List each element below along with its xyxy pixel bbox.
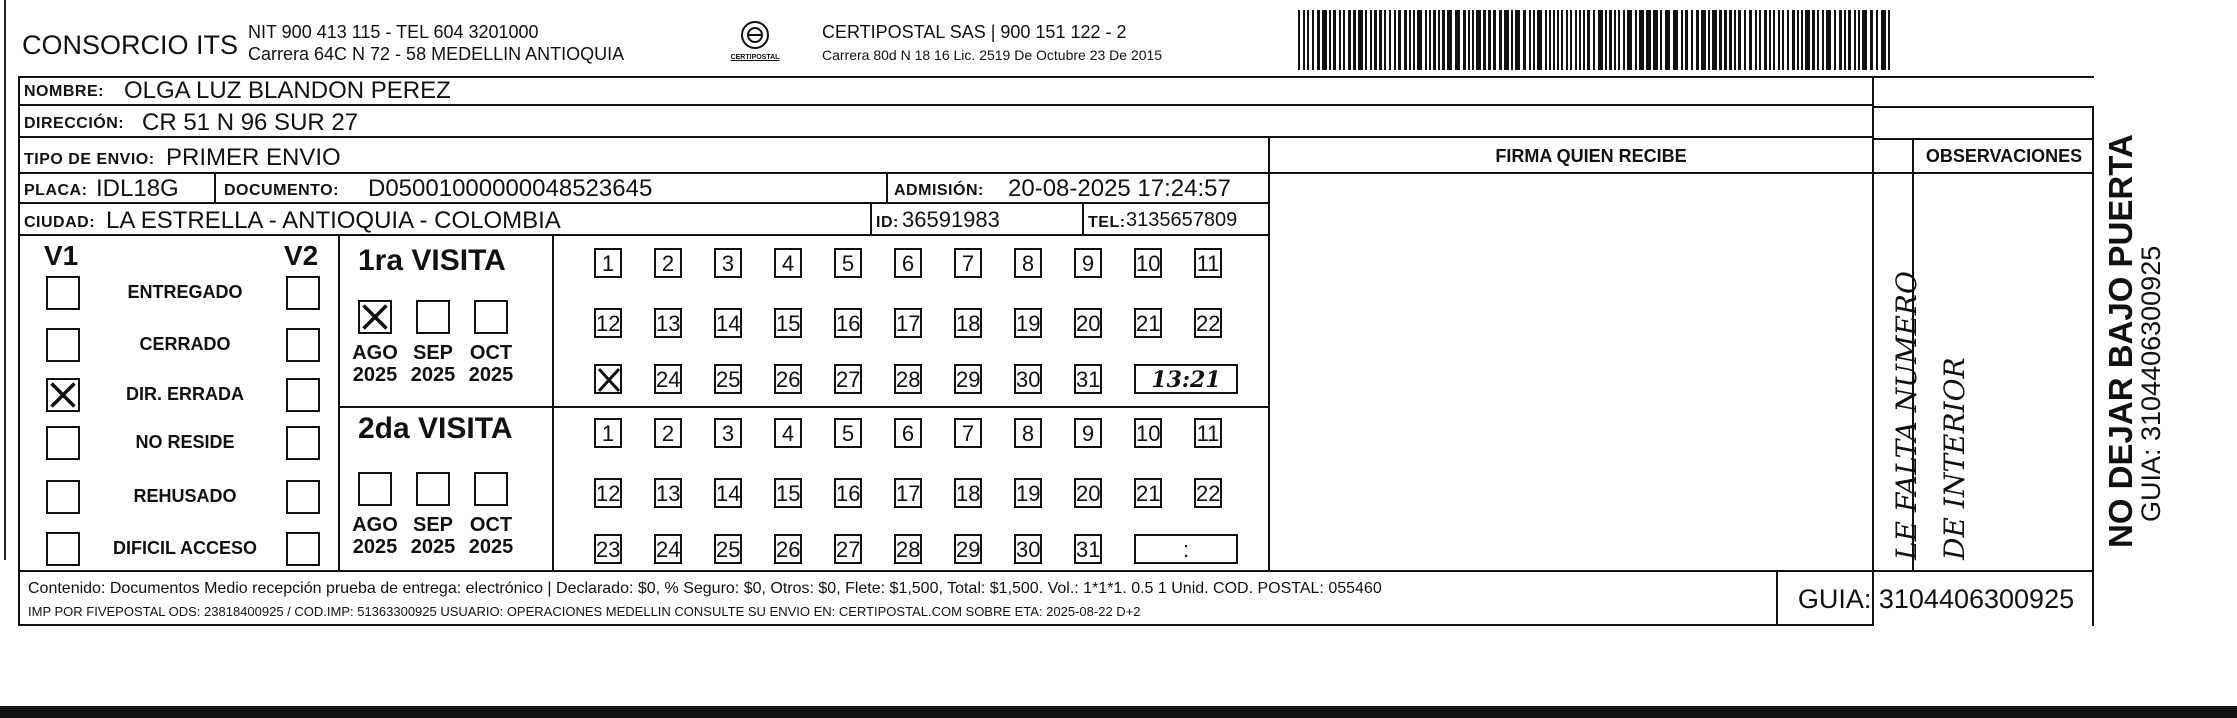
tel-divider	[1082, 204, 1084, 234]
barcode-bar	[1870, 10, 1873, 70]
barcode-bar	[1468, 10, 1470, 70]
v2-checkbox[interactable]	[286, 276, 320, 310]
barcode-bar	[1817, 10, 1819, 70]
day-box[interactable]: 21	[1134, 308, 1162, 338]
day-box[interactable]: 10	[1134, 418, 1162, 448]
barcode-bar	[1738, 10, 1741, 70]
barcode	[1298, 10, 1892, 70]
month-year: 2025	[410, 364, 456, 386]
month-label	[407, 514, 459, 558]
day-box[interactable]: 19	[1014, 478, 1042, 508]
barcode-bar	[1834, 10, 1836, 70]
day-box[interactable]: 26	[774, 534, 802, 564]
day-box[interactable]: 26	[774, 364, 802, 394]
barcode-bar	[1593, 10, 1595, 70]
barcode-bar	[1854, 10, 1856, 70]
month-name: AGO	[352, 342, 398, 364]
id-value: 36591983	[902, 207, 1000, 232]
ciudad-row	[18, 204, 1270, 236]
v1-checkbox[interactable]	[46, 276, 80, 310]
barcode-bar	[1404, 10, 1407, 70]
barcode-bar	[1307, 10, 1309, 70]
month-label	[465, 514, 517, 558]
day-box[interactable]: 25	[714, 364, 742, 394]
day-box[interactable]: 28	[894, 364, 922, 394]
barcode-bar	[1557, 10, 1559, 70]
observaciones-label: OBSERVACIONES	[1925, 146, 2083, 166]
barcode-bar	[1511, 10, 1513, 70]
bottom-bar	[0, 706, 2237, 718]
carrier-line2: Carrera 80d N 18 16 Lic. 2519 De Octubre 23 De 2015	[822, 47, 1163, 63]
x-mark-icon	[360, 302, 390, 332]
barcode-bar	[1769, 10, 1771, 70]
day-box[interactable]: 5	[834, 418, 862, 448]
day-box[interactable]: 3	[714, 418, 742, 448]
logo-text: CERTIPOSTAL	[730, 54, 780, 61]
barcode-bar	[1549, 10, 1551, 70]
day-box[interactable]: 15	[774, 308, 802, 338]
month-label	[349, 342, 401, 386]
v2-checkbox[interactable]	[286, 328, 320, 362]
day-box[interactable]: 30	[1014, 364, 1042, 394]
month-name: OCT	[469, 514, 513, 536]
day-box[interactable]: 6	[894, 248, 922, 278]
guia-box: GUIA: 3104406300925	[1776, 572, 2094, 626]
day-box[interactable]: 19	[1014, 308, 1042, 338]
barcode-bar	[1529, 10, 1531, 70]
day-box[interactable]: 9	[1074, 248, 1102, 278]
day-box[interactable]: 7	[954, 418, 982, 448]
barcode-bar	[1476, 10, 1481, 70]
ciudad-label: CIUDAD:	[24, 214, 96, 231]
day-box[interactable]: 21	[1134, 478, 1162, 508]
barcode-bar	[1365, 10, 1367, 70]
day-box[interactable]: 15	[774, 478, 802, 508]
tipo-label: TIPO DE ENVIO:	[24, 151, 155, 168]
month-checkbox[interactable]	[358, 300, 392, 334]
firma-label: FIRMA QUIEN RECIBE	[1495, 146, 1687, 166]
month-label	[465, 342, 517, 386]
barcode-bar	[1691, 10, 1693, 70]
month-checkbox[interactable]	[416, 300, 450, 334]
certipostal-logo	[722, 18, 788, 68]
v1-checkbox[interactable]	[46, 532, 80, 566]
day-box[interactable]: 28	[894, 534, 922, 564]
barcode-bar	[1660, 10, 1662, 70]
month-name: SEP	[412, 514, 454, 536]
day-box[interactable]: 8	[1014, 248, 1042, 278]
barcode-bar	[1614, 10, 1616, 70]
barcode-bar	[1627, 10, 1632, 70]
day-box[interactable]: 30	[1014, 534, 1042, 564]
barcode-bar	[1848, 10, 1851, 70]
barcode-bar	[1755, 10, 1757, 70]
barcode-bar	[1696, 10, 1699, 70]
barcode-bar	[1409, 10, 1411, 70]
barcode-bar	[1639, 10, 1644, 70]
month-year: 2025	[468, 536, 514, 558]
day-box[interactable]: 9	[1074, 418, 1102, 448]
barcode-bar	[1673, 10, 1678, 70]
day-box[interactable]: 23	[594, 534, 622, 564]
side-text-big: NO DEJAR BAJO PUERTA	[2102, 134, 2139, 548]
barcode-bar	[1483, 10, 1486, 70]
barcode-bar	[1719, 10, 1722, 70]
barcode-bar	[1379, 10, 1382, 70]
month-name: OCT	[469, 342, 513, 364]
direccion-value: CR 51 N 96 SUR 27	[142, 109, 359, 136]
day-box[interactable]: 20	[1074, 308, 1102, 338]
barcode-bar	[1463, 10, 1466, 70]
day-box[interactable]: 12	[594, 308, 622, 338]
obs-header-line	[1874, 172, 2094, 174]
barcode-bar	[1618, 10, 1620, 70]
barcode-bar	[1609, 10, 1612, 70]
documento-label: DOCUMENTO:	[224, 182, 339, 199]
doc-divider	[886, 174, 888, 202]
day-box[interactable]: 6	[894, 418, 922, 448]
carrier-line1: CERTIPOSTAL SAS | 900 151 122 - 2	[822, 22, 1127, 42]
barcode-bar	[1635, 10, 1637, 70]
nombre-label: NOMBRE:	[24, 83, 104, 100]
barcode-bar	[1764, 10, 1767, 70]
barcode-bar	[1515, 10, 1520, 70]
barcode-bar	[1298, 10, 1300, 70]
admision-value: 20-08-2025 17:24:57	[1008, 175, 1231, 202]
barcode-bar	[1348, 10, 1351, 70]
v1-label: V1	[44, 240, 79, 271]
barcode-bar	[1685, 10, 1688, 70]
barcode-bar	[1425, 10, 1427, 70]
day-box[interactable]: 29	[954, 364, 982, 394]
barcode-bar	[1858, 10, 1860, 70]
barcode-bar	[1447, 10, 1452, 70]
barcode-bar	[1812, 10, 1815, 70]
tel-label: TEL:	[1088, 214, 1126, 231]
barcode-bar	[1881, 10, 1886, 70]
day-box[interactable]: 31	[1074, 534, 1102, 564]
barcode-bar	[1744, 10, 1746, 70]
barcode-bar	[1646, 10, 1651, 70]
barcode-bar	[1442, 10, 1445, 70]
footer-line1: Contenido: Documentos Medio recepción prueba de entrega: electrónico | Declarado: $0, % Seguro: $0, Otros: $0, Flete: $1,500, Total: $1,500. Vol.: 1*1*1. 0.5 1 Unid. COD. POSTAL: 055460	[28, 580, 1382, 597]
barcode-bar	[1429, 10, 1431, 70]
barcode-bar	[1598, 10, 1603, 70]
documento-value: D05001000000048523645	[368, 175, 653, 202]
barcode-bar	[1729, 10, 1732, 70]
barcode-bar	[1358, 10, 1363, 70]
nombre-value: OLGA LUZ BLANDON PEREZ	[124, 77, 451, 104]
visit1-title: 1ra VISITA	[358, 244, 506, 277]
ciudad-value: LA ESTRELLA - ANTIOQUIA - COLOMBIA	[106, 207, 561, 234]
barcode-bar	[1701, 10, 1706, 70]
barcode-bar	[1797, 10, 1799, 70]
observaciones-handwriting-1: LE FALTA NUMERO	[1890, 271, 1923, 560]
barcode-bar	[1773, 10, 1775, 70]
barcode-bar	[1605, 10, 1607, 70]
barcode-bar	[1317, 10, 1320, 70]
barcode-bar	[1488, 10, 1491, 70]
x-mark-icon	[48, 380, 78, 410]
barcode-bar	[1417, 10, 1422, 70]
barcode-bar	[1826, 10, 1831, 70]
barcode-bar	[1433, 10, 1436, 70]
month-checkbox[interactable]	[474, 472, 508, 506]
day-box[interactable]: 22	[1194, 308, 1222, 338]
barcode-bar	[1472, 10, 1474, 70]
day-box[interactable]: 17	[894, 478, 922, 508]
barcode-bar	[1438, 10, 1440, 70]
barcode-bar	[1566, 10, 1568, 70]
nombre-row	[18, 76, 1874, 106]
day-box[interactable]: 24	[654, 534, 682, 564]
day-box[interactable]: 16	[834, 478, 862, 508]
day-box[interactable]: 11	[1194, 418, 1222, 448]
barcode-bar	[1749, 10, 1752, 70]
barcode-bar	[1333, 10, 1336, 70]
day-box[interactable]: 2	[654, 248, 682, 278]
barcode-bar	[1583, 10, 1585, 70]
barcode-bar	[1801, 10, 1803, 70]
v2-checkbox[interactable]	[286, 532, 320, 566]
month-year: 2025	[410, 536, 456, 558]
day-box[interactable]: 1	[594, 248, 622, 278]
day-box[interactable]: 4	[774, 418, 802, 448]
barcode-bar	[1844, 10, 1846, 70]
day-box[interactable]: 18	[954, 478, 982, 508]
barcode-bar	[1339, 10, 1341, 70]
obs-top-line3	[1874, 76, 2094, 78]
barcode-bar	[1665, 10, 1670, 70]
month-label	[407, 342, 459, 386]
ciudad-divider	[870, 204, 872, 234]
v1-checkbox[interactable]	[46, 426, 80, 460]
day-box[interactable]: 8	[1014, 418, 1042, 448]
company-line2: Carrera 64C N 72 - 58 MEDELLIN ANTIOQUIA	[248, 44, 625, 64]
month-checkbox[interactable]	[474, 300, 508, 334]
placa-label: PLACA:	[24, 182, 88, 199]
barcode-bar	[1329, 10, 1331, 70]
barcode-bar	[1353, 10, 1356, 70]
day-box[interactable]: 11	[1194, 248, 1222, 278]
month-year: 2025	[352, 536, 398, 558]
barcode-bar	[1787, 10, 1789, 70]
v2-checkbox[interactable]	[286, 480, 320, 514]
barcode-bar	[1322, 10, 1327, 70]
placa-row	[18, 174, 1270, 204]
barcode-bar	[1805, 10, 1810, 70]
day-box[interactable]: 27	[834, 364, 862, 394]
day-box[interactable]: 20	[1074, 478, 1102, 508]
day-box[interactable]: 13	[654, 478, 682, 508]
barcode-bar	[1499, 10, 1502, 70]
barcode-bar	[1303, 10, 1305, 70]
barcode-bar	[1724, 10, 1727, 70]
barcode-bar	[1759, 10, 1761, 70]
barcode-bar	[1570, 10, 1572, 70]
barcode-bar	[1839, 10, 1842, 70]
day-box[interactable]: 27	[834, 534, 862, 564]
barcode-bar	[1370, 10, 1372, 70]
barcode-bar	[1389, 10, 1391, 70]
barcode-bar	[1579, 10, 1581, 70]
barcode-bar	[1862, 10, 1867, 70]
barcode-bar	[1553, 10, 1555, 70]
id-label: ID:	[876, 214, 899, 231]
status-label: REHUSADO	[133, 486, 237, 506]
v2-label: V2	[284, 240, 319, 271]
month-name: SEP	[412, 342, 454, 364]
month-year: 2025	[352, 364, 398, 386]
barcode-bar	[1455, 10, 1460, 70]
side-text-small: GUIA: 3104406300925	[2136, 245, 2166, 522]
barcode-bar	[1681, 10, 1683, 70]
placa-divider	[214, 174, 216, 202]
tipo-row	[18, 138, 1270, 174]
obs-top-line2	[1874, 106, 2094, 108]
v2-checkbox[interactable]	[286, 378, 320, 412]
barcode-bar	[1343, 10, 1345, 70]
barcode-bar	[1504, 10, 1509, 70]
month-year: 2025	[468, 364, 514, 386]
tel-value: 3135657809	[1126, 209, 1238, 231]
day-box[interactable]: 3	[714, 248, 742, 278]
day-box[interactable]: 25	[714, 534, 742, 564]
barcode-bar	[1394, 10, 1396, 70]
barcode-bar	[1561, 10, 1563, 70]
day-box[interactable]: 24	[654, 364, 682, 394]
barcode-bar	[1413, 10, 1415, 70]
admision-label: ADMISIÓN:	[894, 182, 984, 199]
barcode-bar	[1587, 10, 1590, 70]
company-line1: NIT 900 413 115 - TEL 604 3201000	[248, 22, 539, 42]
barcode-bar	[1398, 10, 1401, 70]
v2-checkbox[interactable]	[286, 426, 320, 460]
visit2-title: 2da VISITA	[358, 412, 513, 445]
barcode-bar	[1888, 10, 1890, 70]
barcode-bar	[1374, 10, 1377, 70]
x-mark-icon	[596, 366, 622, 394]
day-box[interactable]: 14	[714, 478, 742, 508]
day-box[interactable]: 5	[834, 248, 862, 278]
barcode-bar	[1734, 10, 1736, 70]
day-box[interactable]: 7	[954, 248, 982, 278]
day-box[interactable]: 31	[1074, 364, 1102, 394]
status-label: DIFICIL ACCESO	[112, 538, 257, 558]
day-box[interactable]: 16	[834, 308, 862, 338]
barcode-bar	[1876, 10, 1878, 70]
v1-checkbox[interactable]	[46, 378, 80, 412]
barcode-bar	[1537, 10, 1542, 70]
barcode-bar	[1384, 10, 1386, 70]
direccion-row	[18, 106, 1874, 138]
day-box[interactable]: 13	[654, 308, 682, 338]
barcode-bar	[1708, 10, 1710, 70]
obs-right-border	[2092, 106, 2094, 626]
placa-value: IDL18G	[96, 175, 179, 202]
barcode-bar	[1523, 10, 1526, 70]
day-box[interactable]: 4	[774, 248, 802, 278]
day-box[interactable]: 18	[954, 308, 982, 338]
status-label: NO RESIDE	[135, 432, 235, 452]
v1-checkbox[interactable]	[46, 480, 80, 514]
barcode-bar	[1822, 10, 1824, 70]
time-box[interactable]: 13:21	[1134, 364, 1238, 394]
barcode-bar	[1312, 10, 1314, 70]
visit-month-divider	[552, 236, 554, 570]
barcode-bar	[1575, 10, 1577, 70]
barcode-bar	[1782, 10, 1784, 70]
status-label: DIR. ERRADA	[125, 384, 244, 404]
month-label	[349, 514, 401, 558]
direccion-label: DIRECCIÓN:	[24, 115, 125, 132]
barcode-bar	[1533, 10, 1535, 70]
time-box[interactable]: :	[1134, 534, 1238, 564]
day-box[interactable]: 29	[954, 534, 982, 564]
observaciones-handwriting-2: DE INTERIOR	[1938, 357, 1971, 560]
barcode-bar	[1493, 10, 1496, 70]
tipo-value: PRIMER ENVIO	[166, 144, 341, 171]
company-name: CONSORCIO ITS	[22, 30, 239, 60]
day-box[interactable]: 22	[1194, 478, 1222, 508]
day-box[interactable]: 17	[894, 308, 922, 338]
left-edge-line	[4, 0, 6, 560]
barcode-bar	[1653, 10, 1658, 70]
day-box[interactable]: 14	[714, 308, 742, 338]
footer-line2: IMP POR FIVEPOSTAL ODS: 23818400925 / COD.IMP: 51363300925 USUARIO: OPERACIONES MEDELLIN CONSULTE SU ENVIO EN: CERTIPOSTAL.COM SOBRE ETA: 2025-08-22 D+2	[28, 604, 1141, 619]
day-box[interactable]: 10	[1134, 248, 1162, 278]
month-name: AGO	[352, 514, 398, 536]
v1-checkbox[interactable]	[46, 328, 80, 362]
day-box[interactable]: 1	[594, 418, 622, 448]
day-box[interactable]: 12	[594, 478, 622, 508]
obs-top-line	[1874, 138, 2094, 140]
firma-header-line	[1270, 172, 1874, 174]
barcode-bar	[1778, 10, 1780, 70]
barcode-bar	[1712, 10, 1717, 70]
barcode-bar	[1623, 10, 1625, 70]
day-box[interactable]	[594, 364, 622, 394]
barcode-bar	[1792, 10, 1795, 70]
status-label: CERRADO	[139, 334, 231, 354]
month-checkbox[interactable]	[358, 472, 392, 506]
barcode-bar	[1545, 10, 1547, 70]
status-label: ENTREGADO	[127, 282, 243, 302]
month-checkbox[interactable]	[416, 472, 450, 506]
day-box[interactable]: 2	[654, 418, 682, 448]
